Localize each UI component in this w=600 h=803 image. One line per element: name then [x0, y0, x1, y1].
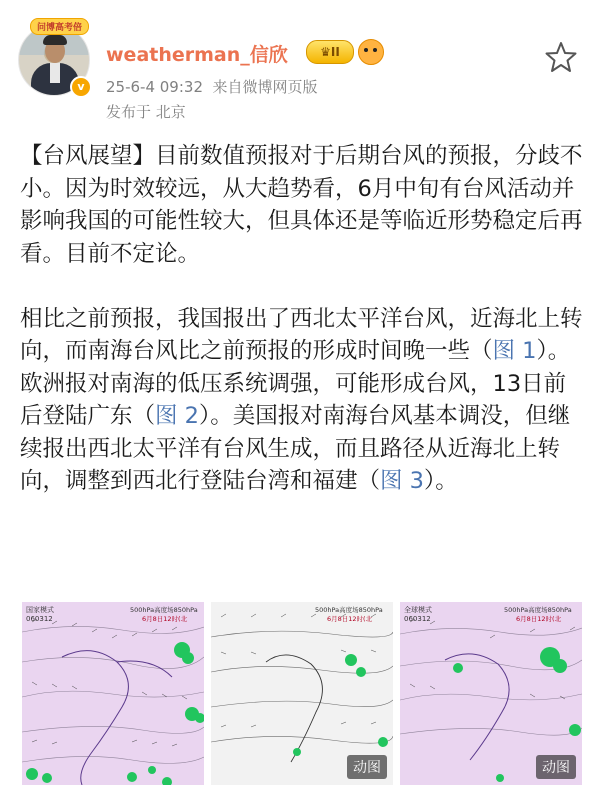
mascot-icon[interactable]	[358, 39, 384, 65]
post-location: 发布于 北京	[106, 103, 186, 121]
avatar-badge: 问博高考倍	[30, 18, 89, 35]
forecast-map-1[interactable]	[22, 602, 204, 785]
map-1-title: 500hPa高度场850hPa	[130, 606, 198, 614]
map-1-valid: 6月8日12时(北	[142, 615, 188, 623]
post-paragraph-2: 相比之前预报，我国报出了西北太平洋台风，近海北上转向，而南海台风比之前预报的形成时间晚一些（图 1）。欧洲报对南海的低压系统调强，可能形成台风，13日前后登陆广东（图 2）。美国报对南海台风基本调没，但继续报出西北太平洋有台风生成，而且路径从近海北上转向，调整到西北行登陆台湾和福建（图 3）。	[20, 305, 583, 494]
follow-star-icon[interactable]	[544, 40, 578, 74]
forecast-map-3[interactable]	[400, 602, 582, 785]
map-1-model-label: 国家模式	[26, 606, 54, 614]
verified-badge-icon: v	[70, 76, 92, 98]
post-paragraph-1: 【台风展望】目前数值预报对于后期台风的预报，分歧不小。因为时效较远，从大趋势看，6月中旬有台风活动并影响我国的可能性较大，但具体还是等临近形势稳定后再看。目前不定论。	[20, 143, 583, 267]
map-3-init: 060312	[404, 615, 431, 623]
post-source: 来自微博网页版	[212, 78, 318, 96]
image-grid	[22, 602, 582, 785]
avatar[interactable]	[18, 24, 88, 94]
map-3-valid: 6月8日12时(北	[516, 615, 562, 623]
gif-badge: 动图	[536, 755, 576, 779]
post-timestamp: 25-6-4 09:32	[106, 78, 203, 96]
figure-1-link[interactable]: 图 1	[492, 338, 537, 364]
map-2-valid: 6月8日12时(北	[327, 615, 373, 623]
gif-badge: 动图	[347, 755, 387, 779]
vip-crown-icon[interactable]: ♛II	[306, 40, 354, 64]
forecast-map-2[interactable]	[211, 602, 393, 785]
post-header	[0, 0, 600, 130]
post-time-source	[106, 76, 318, 97]
map-3-title: 500hPa高度场850hPa	[504, 606, 572, 614]
figure-2-link[interactable]: 图 2	[155, 403, 199, 429]
map-1-init: 060312	[26, 615, 53, 623]
figure-3-link[interactable]: 图 3	[380, 468, 424, 494]
crown-level: II	[330, 45, 340, 59]
map-2-title: 500hPa高度场850hPa	[315, 606, 383, 614]
username[interactable]: weatherman_信欣	[106, 44, 288, 66]
map-3-model-label: 全球模式	[404, 606, 432, 614]
post-body	[20, 140, 586, 498]
